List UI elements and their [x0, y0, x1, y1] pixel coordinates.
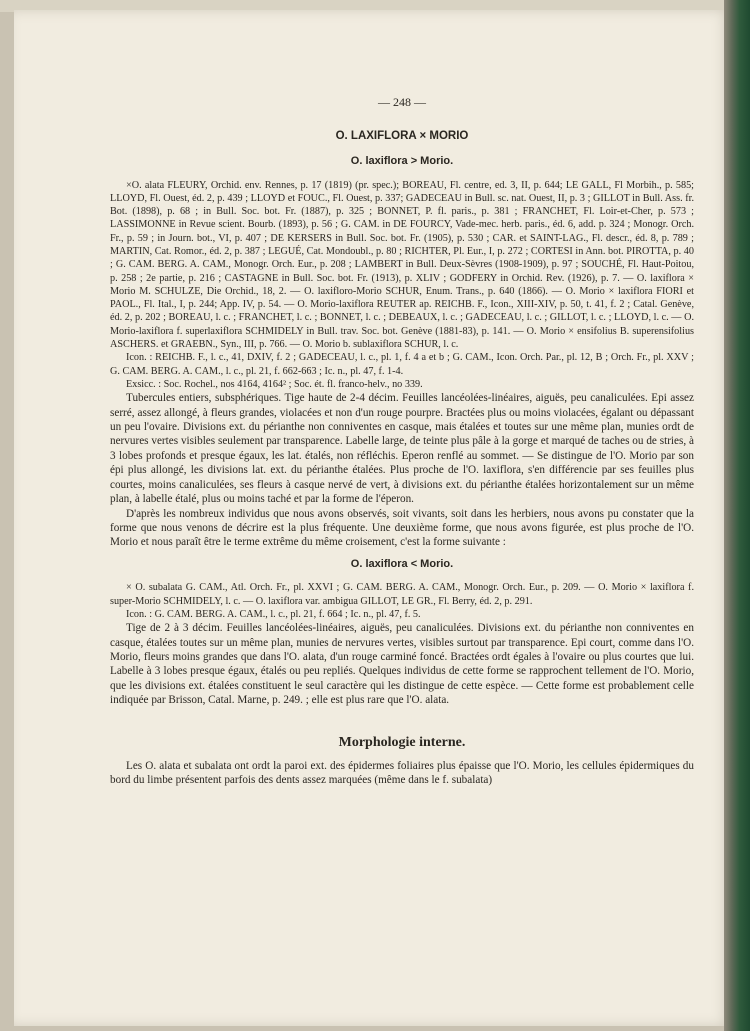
description-subalata: Tige de 2 à 3 décim. Feuilles lancéolées-linéaires, aiguës, peu canaliculées. Divisions ext. du périanthe non conniventes en casque, étalées toutes sur un même plan, munies de nervures vertes, visibles surtout par transparence. Epi court, comme dans l'O. Morio, fleurs moins grandes que dans l'O. alata, d'un rouge carminé foncé. Bractées ordt égales à l'ovaire ou plus courtes que lui. Labelle à 3 lobes presque égaux, étalés ou peu repliés. Quelques individus de cette forme se rapprochent tellement de l'O. Morio, que les divisions ext. étalées constituent le seul caractère qui les distingue de cette espèce. — Cette forme est probablement celle indiquée par Brisson, Catal. Marne, p. 249. ; elle est plus rare que l'O. alata.: [110, 622, 694, 707]
icon-references-subalata: Icon. : G. CAM. BERG. A. CAM., l. c., pl. 21, f. 664 ; Ic. n., pl. 47, f. 5.: [126, 608, 421, 620]
description-alata: Tubercules entiers, subsphériques. Tige haute de 2-4 décim. Feuilles lancéolées-linéaires, aiguës, peu canaliculées. Epi assez serré, assez allongé, à fleurs grandes, violacées et non d'un rouge pourpre. Bractées plus ou moins violacées, égalant ou dépassant un peu l'ovaire. Divisions ext. du périanthe non conniventes en casque, mais étalées et toutes sur une même plan, munies ordt de nervures vertes visibles seulement par transparence. Labelle large, de teinte plus pâle à la gorge et marqué de taches ou de stries, à 3 lobes profonds et presque égaux, les lat. étalés, non réfléchis. Eperon renflé au sommet. — Se distingue de l'O. Morio par son épi plus allongé, les divisions lat. ext. du périanthe étalées. Plus proche de l'O. laxiflora, s'en différencie par ses feuilles plus courtes, moins canaliculées, ses fleurs à casque nervé de vert, à divisions ext. du périanthe étalées horizontalement sur un même plan, à labelle étalé, plus ou moins taché et par la forme de l'éperon.: [110, 392, 694, 506]
hybrid-title-laxiflora-lt-morio: O. laxiflora < Morio.: [350, 557, 454, 570]
icon-references: Icon. : REICHB. F., l. c., 41, DXIV, f. 2 ; GADECEAU, l. c., pl. 1, f. 4 a et b ; G. CAM., Icon. Orch. Par., pl. 12, B ; Orch. Fr., pl. XXV ; G. CAM. BERG. A. CAM., l. c., pl. 21, f. 662-663 ; Ic. n., pl. 47, f. 1-4.: [110, 352, 694, 377]
section-title: O. LAXIFLORA × MORIO: [335, 129, 469, 142]
discussion-paragraph: D'après les nombreux individus que nous avons observés, soit vivants, soit dans les herbiers, nous avons pu constater que la forme que nous venons de décrire est la plus fréquente. Une deuxième forme, que nous avons figurée, est plus proche de l'O. Morio et nous paraît être le terme extrême du même croisement, c'est la forme suivante :: [110, 507, 694, 549]
morphology-paragraph: Les O. alata et subalata ont ordt la paroi ext. des épidermes foliaires plus épaisse que l'O. Morio, les cellules épidermiques du bord du limbe présentent parfois des dents assez marquées (même dans le f. subalata): [110, 760, 694, 787]
page-number: — 248 —: [378, 95, 426, 109]
morphology-heading: Morphologie interne.: [338, 734, 466, 750]
page-content: [110, 96, 694, 788]
synonymy-alata: ×O. alata FLEURY, Orchid. env. Rennes, p. 17 (1819) (pr. spec.); BOREAU, Fl. centre, ed. 3, II, p. 644; LE GALL, Fl Morbih., p. 585; LLOYD, Fl. Ouest, éd. 2, p. 439 ; LLOYD et FOUC., Fl. Ouest, p. 337; GADECEAU in Bull. sc. nat. Ouest, II, p. 3 ; GILLOT in Bull. Ass. fr. Bot. (1898), p. 68 ; in Bull. Soc. bot. Fr. (1887), p. 325 ; BONNET, P. fl. paris., p. 381 ; FRANCHET, Fl. Loir-et-Cher, p. 573 ; LASSIMONNE in Revue scient. Bourb. (1893), p. 56 ; G. CAM. in DE FOURCY, Vade-mec. herb. paris., éd. 6, add. p. 324 ; Monogr. Orch. Fr., p. 59 ; in Journ. bot., VI, p. 407 ; DE KERSERS in Bull. Soc. bot. Fr. (1905), p. 530 ; CAR. et SAINT-LAG., Fl. descr., éd. 8, p. 789 ; MARTIN, Cat. Romor., éd. 2, p. 387 ; LEGUÉ, Cat. Mondoubl., p. 80 ; RICHTER, Pl. Eur., I, p. 272 ; CORTESI in Ann. bot. PIROTTA, p. 40 ; G. CAM. BERG. A. CAM., Monogr. Orch. Eur., p. 208 ; LAMBERT in Bull. Deux-Sèvres (1908-1909), p. 97 ; SOUCHÉ, Fl. Haut-Poitou, p. 258 ; 2e partie, p. 216 ; CASTAGNE in Bull. Soc. bot. Fr. (1913), p. XLIV ; GODFERY in Orchid. Rev. (1926), p. 7. — O. laxiflora × Morio M. SCHULZE, Die Orchid., 18, 2. — O. laxifloro-Morio SCHUR, Enum. Trans., p. 640 (1866). — O. Morio × laxiflora FIORI et PAOL., Fl. Ital., I, p. 244; App. IV, p. 54. — O. Morio-laxiflora REUTER ap. REICHB. F., Icon., XIII-XIV, p. 50, t. 41, f. 2 ; Catal. Genève, éd. 2, p. 202 ; BOREAU, l. c. ; FRANCHET, l. c. ; BONNET, l. c. ; DEBEAUX, l. c. ; GADECEAU, l. c. ; GILLOT, l. c. ; LLOYD, l. c. — O. Morio-laxiflora f. superlaxiflora SCHMIDELY in Bull. trav. Soc. bot. Genève (1881-83), p. 141. — O. Morio × ensifolius B. superensifolius ASCHERS. et GRAEBN., Syn., III, p. 766. — O. Morio b. sublaxiflora SCHUR, l. c.: [110, 179, 694, 351]
synonymy-subalata: × O. subalata G. CAM., Atl. Orch. Fr., pl. XXVI ; G. CAM. BERG. A. CAM., Monogr. Orch. Eur., p. 209. — O. Morio × laxiflora f. super-Morio SCHMIDELY, l. c. — O. laxiflora var. ambigua GILLOT, LE GR., Fl. Berry, éd. 2, p. 291.: [110, 582, 694, 607]
exsiccata-references: Exsicc. : Soc. Rochel., nos 4164, 4164² ; Soc. ét. fl. franco-helv., no 339.: [126, 378, 423, 390]
book-spine: [724, 0, 750, 1031]
hybrid-title-laxiflora-gt-morio: O. laxiflora > Morio.: [350, 155, 454, 167]
